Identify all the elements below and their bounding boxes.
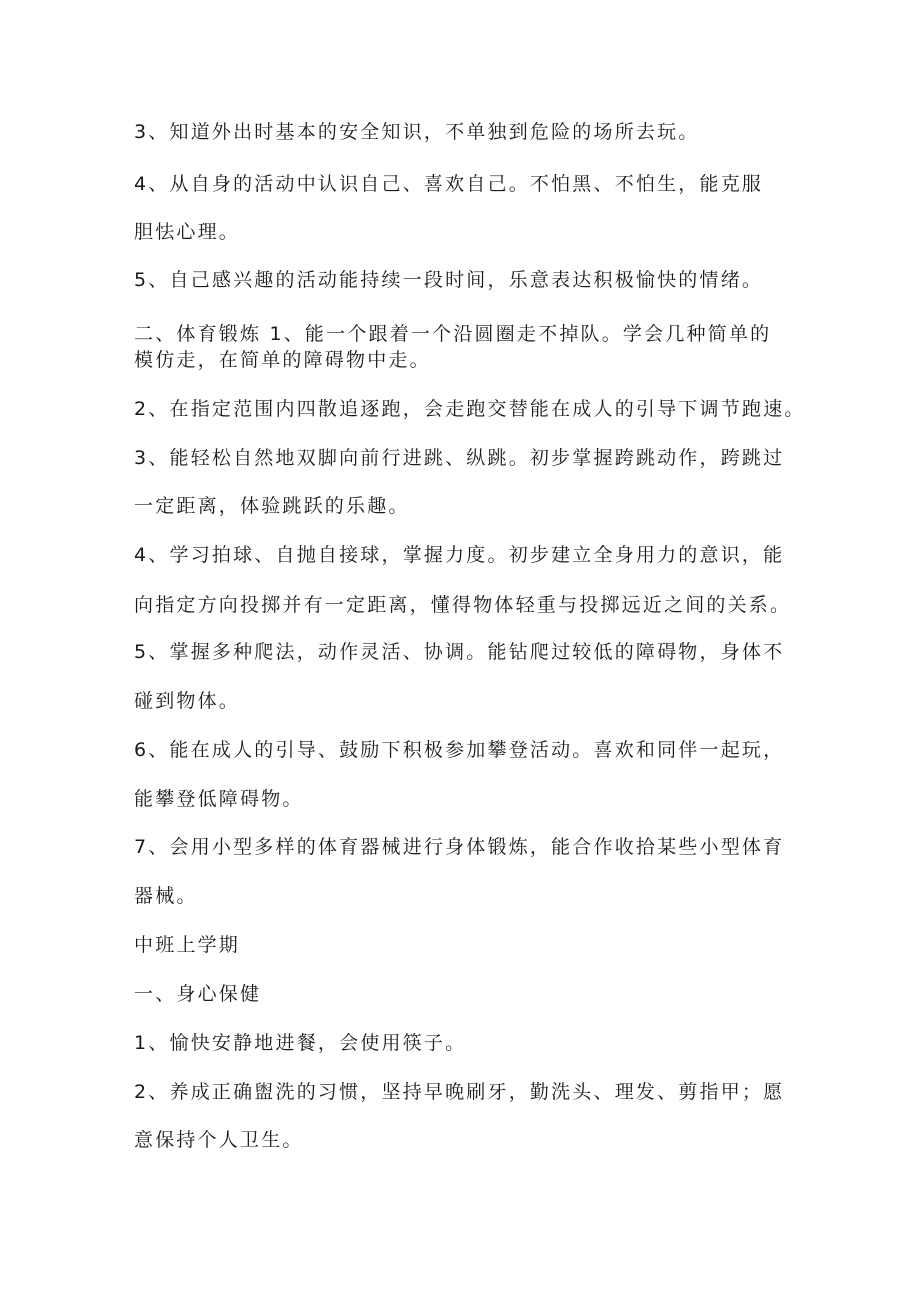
text-line-self-awareness: 4、从自身的活动中认识自己、喜欢自己。不怕黑、不怕生，能克服 <box>134 173 764 195</box>
text-line-crawling-cont: 碰到物体。 <box>134 690 241 712</box>
text-line-running: 2、在指定范围内四散追逐跑，会走跑交替能在成人的引导下调节跑速。 <box>134 398 806 420</box>
text-line-safety-knowledge: 3、知道外出时基本的安全知识，不单独到危险的场所去玩。 <box>134 121 700 143</box>
text-line-imitation-walk: 模仿走，在简单的障碍物中走。 <box>134 349 431 371</box>
text-line-jumping-cont: 一定距离，体验跳跃的乐趣。 <box>134 495 410 517</box>
text-line-interest-activity: 5、自己感兴趣的活动能持续一段时间，乐意表达积极愉快的情绪。 <box>134 269 764 291</box>
text-line-crawling: 5、掌握多种爬法，动作灵活、协调。能钻爬过较低的障碍物，身体不 <box>134 641 785 663</box>
text-line-jumping: 3、能轻松自然地双脚向前行进跳、纵跳。初步掌握跨跳动作，跨跳过 <box>134 447 785 469</box>
text-line-eating: 1、愉快安静地进餐，会使用筷子。 <box>134 1032 467 1054</box>
text-line-climbing: 6、能在成人的引导、鼓励下积极参加攀登活动。喜欢和同伴一起玩， <box>134 739 785 761</box>
text-line-hygiene: 2、养成正确盥洗的习惯，坚持早晚刷牙，勤洗头、理发、剪指甲；愿 <box>134 1081 785 1103</box>
text-line-equipment: 7、会用小型多样的体育器械进行身体锻炼，能合作收拾某些小型体育 <box>134 836 785 858</box>
section-heading-physical-exercise: 二、体育锻炼 1、能一个跟着一个沿圆圈走不掉队。学会几种简单的 <box>134 323 772 345</box>
text-line-equipment-cont: 器械。 <box>134 885 198 907</box>
text-line-throwing: 向指定方向投掷并有一定距离，懂得物体轻重与投掷远近之间的关系。 <box>134 594 792 616</box>
text-line-hygiene-cont: 意保持个人卫生。 <box>134 1129 304 1151</box>
section-title-middle-class: 中班上学期 <box>134 934 241 956</box>
section-heading-health: 一、身心保健 <box>134 983 262 1005</box>
text-line-climbing-cont: 能攀登低障碍物。 <box>134 788 304 810</box>
text-line-ball-play: 4、学习拍球、自抛自接球，掌握力度。初步建立全身用力的意识，能 <box>134 544 785 566</box>
text-line-self-awareness-cont: 胆怯心理。 <box>134 221 241 243</box>
